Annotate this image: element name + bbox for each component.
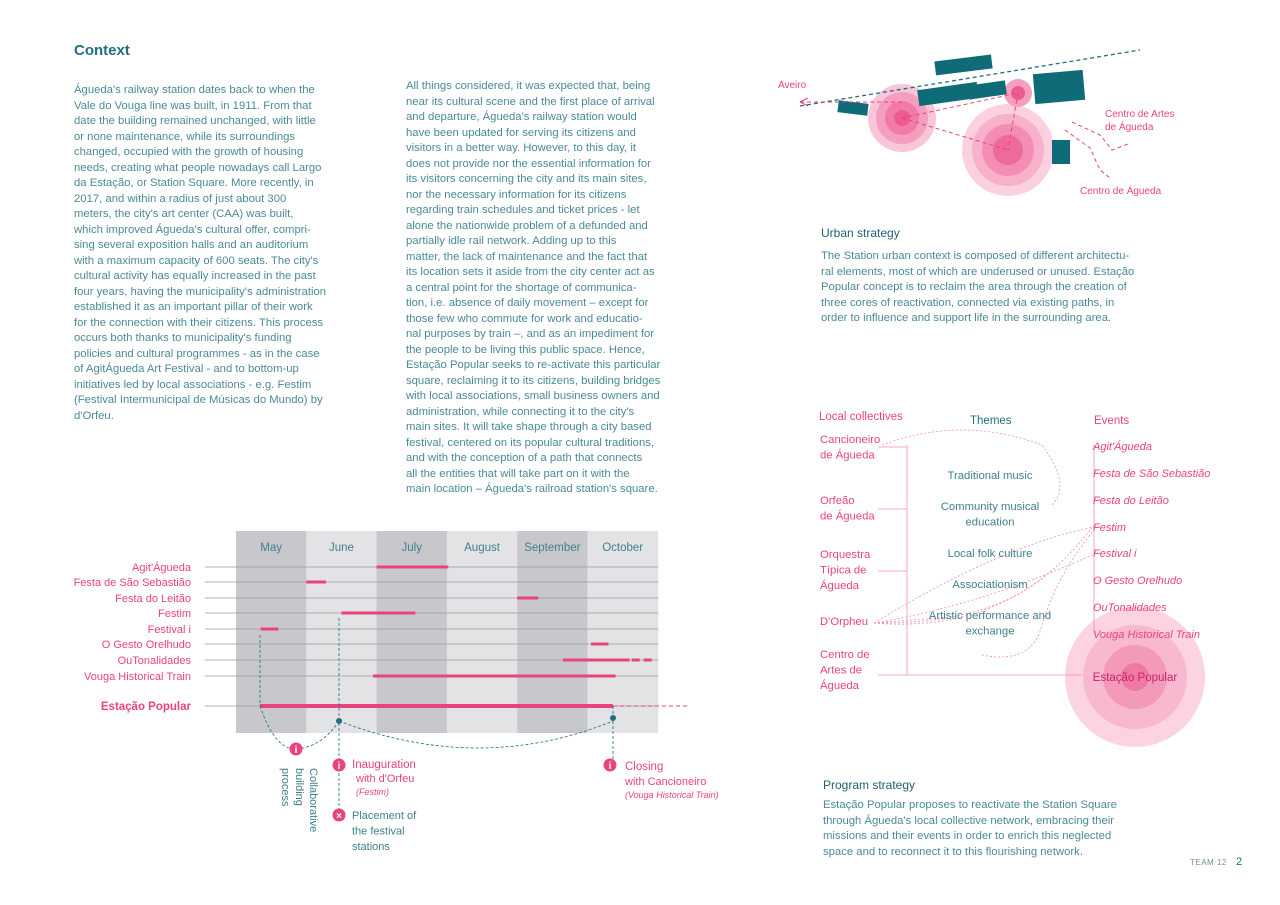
text-line: da Estação, or Station Square. More recently, in — [74, 177, 314, 189]
event-label: Festa de São Sebastião — [73, 577, 191, 589]
text-line: Vale do Vouga line was built, in 1911. From that — [74, 99, 312, 112]
urban-strategy-heading: Urban strategy — [821, 226, 900, 240]
text-line: of AgitÁgueda Art Festival - and to bottom-up — [74, 363, 299, 375]
inauguration-sub: with d'Orfeu — [356, 773, 415, 785]
text-line: those few who commute for work and educatio- — [406, 312, 643, 325]
milestone-dot — [336, 718, 342, 724]
text-line: Popular concept is to reclaim the area through the creation of — [821, 281, 1127, 293]
collective-label: Artes de — [820, 664, 863, 677]
text-line: through Águeda's local collective network, embracing their — [823, 814, 1115, 827]
month-label: September — [524, 542, 581, 554]
collective-label: Centro de — [820, 649, 870, 661]
events-header: Events — [1094, 415, 1130, 427]
text-line: all the entities that will take part on it with the — [406, 467, 630, 480]
footer-team: TEAM 12 — [1190, 858, 1227, 867]
month-label: July — [401, 542, 422, 554]
text-line: Águeda's railway station dates back to when the — [74, 84, 315, 96]
page-number: 2 — [1236, 856, 1243, 868]
urban-map — [760, 40, 1180, 210]
collab-label-line: process — [279, 768, 291, 807]
placement-line: stations — [352, 841, 390, 853]
text-line: three cores of reactivation, connected via existing paths, in — [821, 296, 1115, 309]
context-column-1 — [74, 83, 344, 424]
theme-label: exchange — [965, 625, 1015, 638]
text-line: Estação Popular seeks to re-activate this particular — [406, 359, 661, 371]
text-line: its location sets it aside from the city center act as — [406, 266, 655, 278]
text-line: meters, the city's art center (CAA) was built, — [74, 208, 294, 220]
map-label-centro: Centro de Águeda — [1080, 186, 1162, 197]
text-line: alone the nationwide problem of a defunded and — [406, 219, 648, 232]
collectives-header: Local collectives — [819, 411, 903, 423]
text-line: for the connection with their citizens. This process — [74, 316, 324, 329]
month-column — [306, 531, 377, 733]
urban-strategy-text — [821, 249, 1151, 327]
text-line: ral elements, most of which are underused or unused. Estação — [821, 265, 1135, 278]
building — [837, 100, 868, 116]
text-line: needs, creating what people nowadays call Largo — [74, 161, 322, 174]
theme-label: Traditional music — [947, 470, 1033, 482]
text-line: date the building remained unchanged, with little — [74, 115, 316, 127]
program-strategy-heading: Program strategy — [823, 778, 916, 792]
text-line: and departure, Águeda's railway station would — [406, 111, 637, 123]
text-line: its visitors concerning the city and its main sites, — [406, 173, 647, 185]
text-line: nor the necessary information for its citizens — [406, 188, 627, 201]
network-event-label: Festa do Leitão — [1093, 495, 1169, 507]
text-line: have been updated for serving its citizens and — [406, 126, 636, 139]
placement-line: the festival — [352, 825, 405, 838]
theme-label: education — [965, 516, 1015, 529]
collective-label: Orfeão — [820, 495, 855, 507]
text-line: changed, occupied with the growth of housing — [74, 146, 304, 158]
info-icon: × — [336, 811, 342, 822]
month-label: October — [602, 542, 644, 554]
event-label: O Gesto Orelhudo — [101, 639, 191, 651]
collective-label: de Águeda — [820, 510, 875, 523]
text-line: square, reclaiming it to its citizens, building bridges — [406, 374, 661, 387]
milestone-dot — [610, 715, 616, 721]
collective-label: Orquestra — [820, 549, 871, 561]
network-event-label: O Gesto Orelhudo — [1093, 575, 1183, 587]
text-line: The Station urban context is composed of different architectu- — [821, 250, 1130, 262]
month-column — [377, 531, 448, 733]
theme-label: Artistic performance and — [928, 610, 1052, 622]
text-line: a central point for the shortage of communica- — [406, 281, 637, 294]
festival-timeline — [60, 525, 740, 855]
network-event-label: OuTonalidades — [1093, 602, 1167, 614]
collab-label-line: building — [293, 768, 305, 806]
text-line: policies and cultural programmes - as in the case — [74, 347, 320, 360]
text-line: administration, while connecting it to the city's — [406, 405, 635, 418]
text-line: main location – Águeda's railroad station's square. — [406, 483, 658, 495]
text-line: established it as an important pillar of their work — [74, 301, 313, 313]
inauguration-note: (Festim) — [356, 787, 389, 797]
building — [1033, 70, 1085, 104]
network-event-label: Festival i — [1093, 548, 1137, 560]
text-line: and with the conception of a path that connects — [406, 452, 643, 464]
theme-label: Community musical — [940, 501, 1040, 513]
event-label: Festim — [158, 608, 191, 620]
text-line: sing several exposition halls and an auditorium — [74, 239, 309, 251]
text-line: the people to be living this public space. Hence, — [406, 343, 645, 356]
text-line: visitors in a better way. However, to this day, it — [406, 142, 637, 154]
event-label: Festa do Leitão — [115, 593, 191, 605]
text-line: matter, the lack of maintenance and the fact that — [406, 250, 648, 263]
collective-label: Águeda — [820, 680, 859, 692]
text-line: four years, having the municipality's administration — [74, 285, 327, 298]
month-column — [447, 531, 518, 733]
text-line: 2017, and within a radius of just about 300 — [74, 192, 287, 205]
collective-label: D'Orpheu — [820, 616, 868, 628]
event-label: Agit'Águeda — [132, 562, 191, 574]
text-line: All things considered, it was expected that, being — [406, 80, 651, 92]
text-line: partially idle rail network. Adding up to this — [406, 235, 617, 247]
placement-line: Placement of — [352, 810, 417, 822]
month-column — [517, 531, 588, 733]
text-line: order to influence and support life in the surrounding area. — [821, 312, 1112, 324]
network-event-label: Festim — [1093, 522, 1126, 534]
text-line: with a maximum capacity of 600 seats. The city's — [74, 254, 319, 267]
month-label: June — [328, 542, 354, 554]
network-event-label: Vouga Historical Train — [1093, 629, 1200, 641]
text-line: near its cultural scene and the first place of arrival — [406, 95, 655, 108]
program-strategy-text — [823, 798, 1143, 860]
closing-note: (Vouga Historical Train) — [625, 790, 719, 800]
collective-label: Típica de — [820, 564, 867, 577]
center-label: Estação Popular — [1092, 672, 1178, 684]
text-line: which improved Águeda's cultural offer, compri- — [74, 223, 311, 236]
month-label: August — [464, 542, 500, 554]
text-line: missions and their events in order to enrich this neglected — [823, 830, 1112, 842]
text-line: space and to reconnect it to this flourishing network. — [823, 845, 1083, 858]
text-line: initiatives led by local associations - e.g. Festim — [74, 378, 312, 391]
map-label-caa: Centro de Artes — [1105, 109, 1175, 120]
text-line: (Festival Intermunicipal de Músicas do Mundo) by — [74, 394, 323, 406]
text-line: festival, centered on its popular cultural traditions, — [406, 436, 655, 449]
context-column-2 — [406, 79, 676, 498]
info-icon: i — [294, 745, 298, 756]
text-line: does not provide nor the essential information for — [406, 157, 651, 170]
closing-sub: with Cancioneiro — [625, 776, 707, 788]
theme-label: Associationism — [952, 579, 1028, 591]
text-line: occurs both thanks to municipality's funding — [74, 332, 292, 344]
inauguration-title: Inauguration — [352, 759, 416, 771]
network-event-label: Festa de São Sebastião — [1093, 468, 1211, 480]
theme-label: Local folk culture — [947, 548, 1033, 560]
context-heading: Context — [74, 42, 130, 59]
info-icon: i — [608, 761, 612, 772]
collective-network — [812, 405, 1222, 755]
collab-label-line: Collaborative — [307, 768, 319, 833]
building — [1052, 140, 1070, 164]
path-centro — [1065, 130, 1110, 178]
map-label-caa-2: de Águeda — [1105, 122, 1154, 133]
event-label: Vouga Historical Train — [84, 671, 191, 683]
map-label-aveiro: Aveiro — [778, 80, 807, 91]
text-line: Estação Popular proposes to reactivate the Station Square — [823, 799, 1117, 811]
text-line: cultural activity has equally increased in the past — [74, 270, 316, 282]
text-line: main sites. It will take shape through a city based — [406, 421, 652, 433]
event-label: Festival i — [147, 624, 191, 636]
month-label: May — [260, 542, 283, 554]
text-line: d'Orfeu. — [74, 409, 114, 422]
text-line: or none maintenance, while its surroundings — [74, 130, 296, 143]
month-column — [236, 531, 307, 733]
month-column — [588, 531, 659, 733]
text-line: regarding train schedules and ticket prices - let — [406, 204, 640, 216]
event-label: OuTonalidades — [117, 655, 191, 667]
text-line: nal purposes by train –, and as an impediment for — [406, 328, 655, 340]
themes-header: Themes — [970, 415, 1012, 427]
network-event-label: Agit'Águeda — [1093, 441, 1152, 453]
text-line: with local associations, small business owners and — [406, 390, 660, 402]
main-event-label: Estação Popular — [100, 701, 191, 713]
collective-label: Águeda — [820, 580, 859, 592]
info-icon: i — [337, 761, 341, 772]
text-line: tion, i.e. absence of daily movement – except for — [406, 297, 649, 309]
closing-title: Closing — [625, 761, 664, 773]
collective-label: de Águeda — [820, 449, 875, 462]
building — [934, 55, 992, 76]
collective-label: Cancioneiro — [820, 434, 881, 446]
